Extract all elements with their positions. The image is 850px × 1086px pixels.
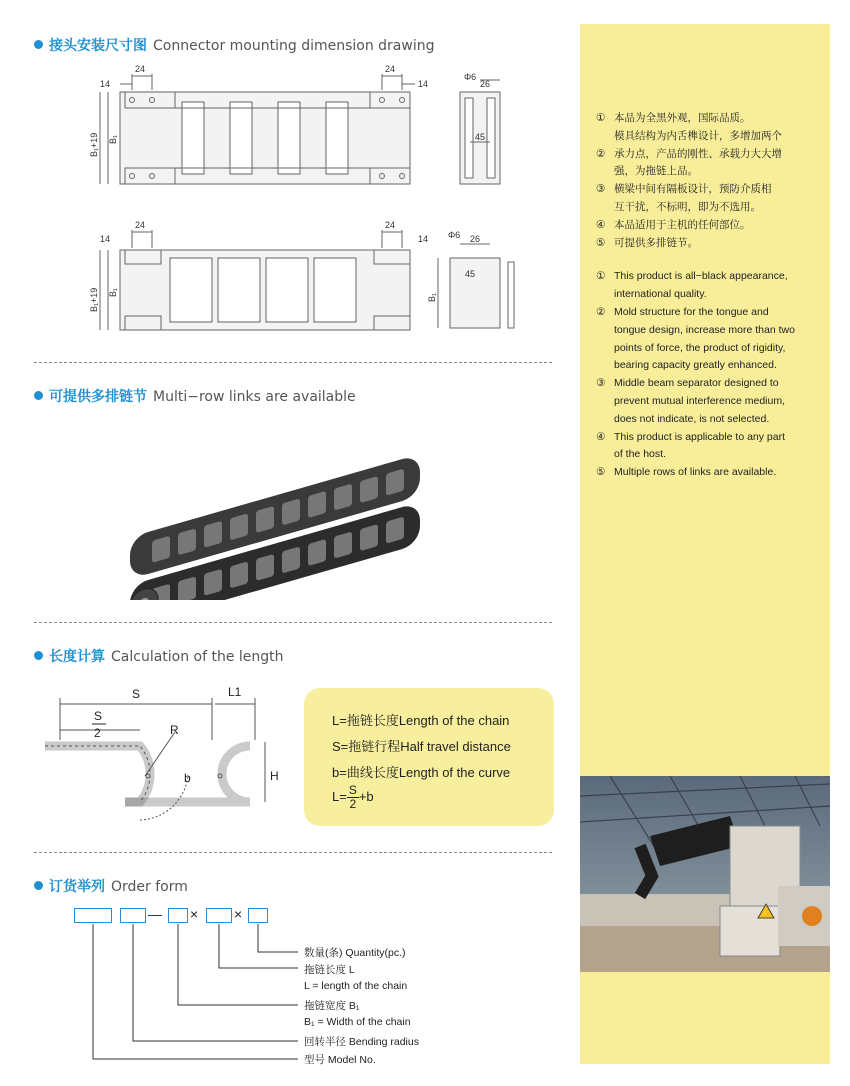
note-zh-row: 互干扰，不标明，即为不选用。 [614, 200, 761, 213]
label-R: R [170, 723, 179, 737]
note-en-row: bearing capacity greatly enhanced. [614, 359, 777, 372]
dim-b1-top: B₁ [108, 134, 118, 144]
label-H: H [270, 769, 279, 783]
dim-24-bottom-left: 24 [135, 220, 146, 230]
formula-line-2: S=拖链行程Half travel distance [332, 739, 511, 754]
dim-45-bottom: 45 [465, 269, 476, 279]
dim-14-top-left: 14 [100, 79, 111, 89]
formula-line-3: b=曲线长度Length of the curve [332, 765, 511, 780]
formula-line-1: L=拖链长度Length of the chain [332, 713, 510, 728]
note-en-row: ④ This product is applicable to any part [596, 430, 786, 443]
note-zh-row: ③ 横梁中间有隔板设计，预防介质相 [596, 183, 772, 196]
section-title-order: 订货举列 Order form [34, 876, 188, 896]
dim-b1-19-bottom: B₁+19 [89, 287, 99, 312]
note-en-row: international quality. [614, 288, 707, 301]
note-zh-row: ② 承力点，产品的刚性、承载力大大增 [596, 147, 782, 160]
note-en-row: points of force, the product of rigidity, [614, 341, 786, 354]
dim-24-bottom-right: 24 [385, 220, 396, 230]
label-s-half-num: S [94, 709, 103, 723]
dim-24-top-right: 24 [385, 64, 396, 74]
label-S: S [132, 687, 141, 701]
order-sep-x2: × [234, 906, 243, 922]
dim-24-top-left: 24 [135, 64, 146, 74]
section-title-length: 长度计算 Calculation of the length [34, 646, 284, 666]
note-en-row: prevent mutual interference medium, [614, 394, 785, 407]
label-L1: L1 [228, 685, 242, 699]
note-en-row: ③ Middle beam separator designed to [596, 377, 779, 390]
order-label-radius: 回转半径 Bending radius [304, 1036, 419, 1048]
order-label-quantity: 数量(条) Quantity(pc.) [304, 947, 406, 959]
order-leader-lines [0, 0, 320, 1086]
dim-14-top-right: 14 [418, 79, 429, 89]
note-zh-row: 模具结构为内舌榫设计，多增加两个 [614, 129, 782, 142]
dim-45-top: 45 [475, 132, 486, 142]
note-zh-row: ⑤ 可提供多排链节。 [596, 236, 698, 249]
order-label-length-zh: 拖链长度 L [304, 964, 355, 976]
warning-sign-icon: ⚡ [761, 911, 770, 918]
notes-en [596, 268, 818, 482]
order-label-model: 型号 Model No. [304, 1054, 376, 1066]
notes-zh [596, 110, 818, 252]
order-label-length-en: L = length of the chain [304, 980, 408, 992]
note-zh-row: 强，为拖链上品。 [614, 165, 698, 178]
order-label-width-en: B₁ = Width of the chain [304, 1016, 411, 1028]
dim-26-bottom: 26 [470, 234, 481, 244]
factory-photo-image [580, 776, 830, 972]
section-title-multirow: 可提供多排链节 Multi−row links are available [34, 386, 356, 406]
order-sep-dash: — [148, 906, 162, 922]
dim-b1-bottom: B₁ [108, 287, 118, 297]
dim-14-bottom-right: 14 [418, 234, 429, 244]
formula-line-4: L= $\frac{S}{2}$ +b [332, 783, 374, 811]
dim-phi-bottom: Φ6 [448, 230, 461, 240]
label-b: b [184, 771, 191, 785]
note-en-row: tongue design, increase more than two [614, 323, 795, 336]
dim-phi-top: Φ6 [464, 72, 477, 82]
formula-box [304, 688, 554, 826]
note-en-row: of the host. [614, 448, 666, 461]
application-photo [580, 776, 830, 972]
order-sep-x1: × [190, 906, 199, 922]
dim-14-bottom-left: 14 [100, 234, 111, 244]
section-title-mounting: 接头安装尺寸图 Connector mounting dimension drawing [34, 35, 435, 55]
note-en-row: ② Mold structure for the tongue and [596, 305, 769, 318]
label-s-half-den: 2 [94, 726, 101, 740]
order-label-width-zh: 拖链宽度 B₁ [304, 1000, 360, 1012]
note-en-row: does not indicate, is not selected. [614, 412, 770, 425]
note-zh-row: ④ 本品适用于主机的任何部位。 [596, 218, 751, 231]
product-notes [596, 110, 818, 482]
note-zh-row: ① 本品为全黑外观，国际品质。 [596, 112, 751, 124]
dim-26-top: 26 [480, 79, 491, 89]
note-en-row: ⑤ Multiple rows of links are available. [596, 466, 777, 479]
note-en-row: ① This product is all−black appearance, [596, 270, 788, 283]
dim-b1-19-top: B₁+19 [89, 132, 99, 157]
dim-b1-side: B₁ [427, 292, 437, 302]
